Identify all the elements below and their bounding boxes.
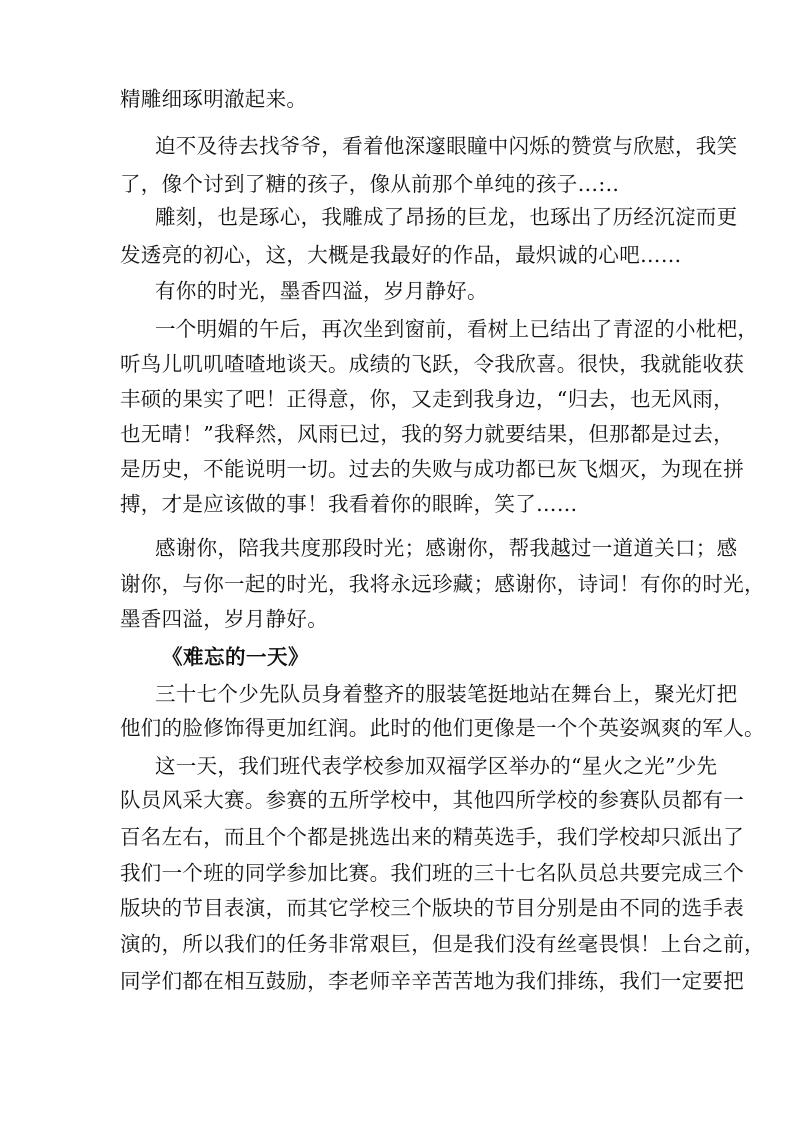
paragraph-start-line: 有你的时光，墨香四溢，岁月静好。 xyxy=(155,279,488,303)
text-line: 也无晴！”我释然，风雨已过，我的努力就要结果，但那都是过去， xyxy=(120,422,734,446)
text-line: 百名左右，而且个个都是挑选出来的精英选手，我们学校却只派出了 xyxy=(120,825,744,849)
text-line: 同学们都在相互鼓励，李老师辛辛苦苦地为我们排练，我们一定要把 xyxy=(120,969,744,993)
text-line: 我们一个班的同学参加比赛。我们班的三十七名队员总共要完成三个 xyxy=(120,861,744,885)
paragraph-start-line: 三十七个少先队员身着整齐的服装笔挺地站在舞台上，聚光灯把 xyxy=(155,682,738,706)
text-line: 了，像个讨到了糖的孩子，像从前那个单纯的孩子…:.. xyxy=(120,172,620,196)
text-line: 演的，所以我们的任务非常艰巨，但是我们没有丝毫畏惧！上台之前， xyxy=(120,932,765,956)
text-line: 版块的节目表演，而其它学校三个版块的节目分别是由不同的选手表 xyxy=(120,896,744,920)
paragraph-start-line: 这一天，我们班代表学校参加双福学区举办的“星火之光”少先 xyxy=(155,754,718,778)
text-line: 听鸟儿叽叽喳喳地谈天。成绩的飞跃，令我欣喜。很快，我就能收获 xyxy=(120,352,744,376)
text-line: 队员风采大赛。参赛的五所学校中，其他四所学校的参赛队员都有一 xyxy=(120,788,744,812)
text-line: 精雕细琢明澈起来。 xyxy=(120,87,308,111)
essay-title: 《难忘的一天》 xyxy=(162,645,309,669)
text-line: 墨香四溢，岁月静好。 xyxy=(120,607,328,631)
text-line: 谢你，与你一起的时光，我将永远珍藏；感谢你，诗词！有你的时光， xyxy=(120,572,765,596)
text-line: 发透亮的初心，这，大概是我最好的作品，最炽诚的心吧…… xyxy=(120,243,682,267)
text-line: 是历史，不能说明一切。过去的失败与成功都已灰飞烟灭，为现在拼 xyxy=(120,457,744,481)
paragraph-start-line: 雕刻，也是琢心，我雕成了昂扬的巨龙，也琢出了历经沉淀而更 xyxy=(155,205,738,229)
paragraph-start-line: 感谢你，陪我共度那段时光；感谢你，帮我越过一道道关口；感 xyxy=(155,536,738,560)
paragraph-start-line: 一个明媚的午后，再次坐到窗前，看树上已结出了青涩的小枇杷， xyxy=(155,317,759,341)
text-line: 丰硕的果实了吧！正得意，你，又走到我身边，“归去，也无风雨， xyxy=(120,387,734,411)
text-line: 搏，才是应该做的事！我看着你的眼眸，笑了…… xyxy=(120,492,578,516)
paragraph-start-line: 迫不及待去找爷爷，看着他深邃眼瞳中闪烁的赞赏与欣慰，我笑 xyxy=(155,134,738,158)
text-line: 他们的脸修饰得更加红润。此时的他们更像是一个个英姿飒爽的军人。 xyxy=(120,716,765,740)
